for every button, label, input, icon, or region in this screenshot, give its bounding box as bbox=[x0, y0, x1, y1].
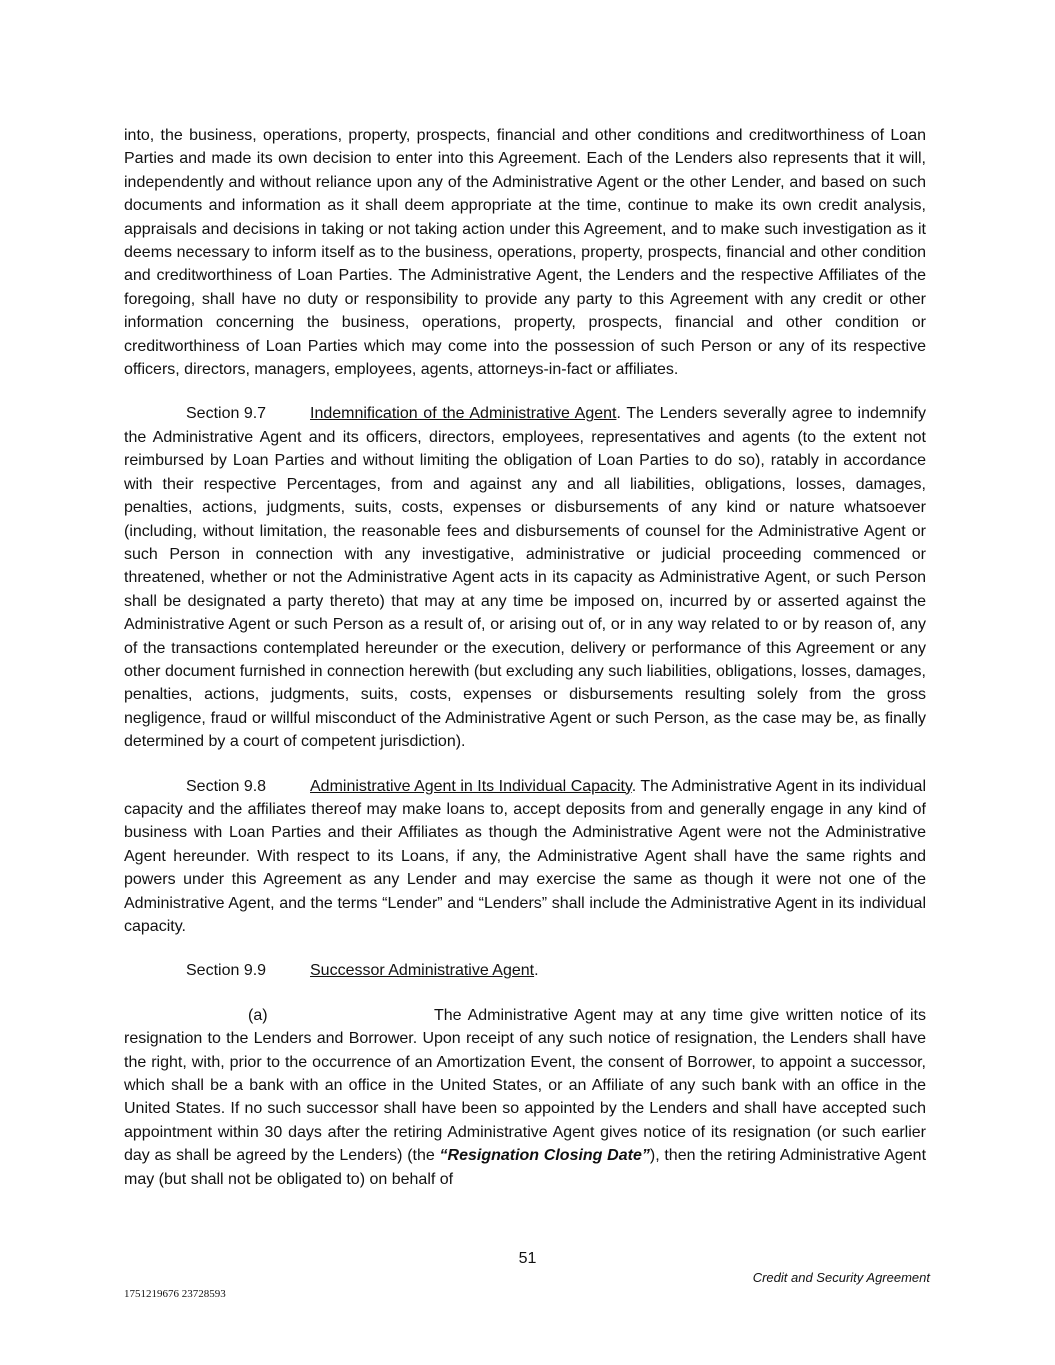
defined-term: “Resignation Closing Date” bbox=[439, 1147, 650, 1165]
section-title: Successor Administrative Agent bbox=[310, 962, 535, 980]
section-title-period: . bbox=[616, 405, 621, 423]
body-text bbox=[124, 124, 926, 1191]
section-title-period: . bbox=[631, 777, 637, 795]
footer-document-title: Credit and Security Agreement bbox=[752, 1270, 930, 1285]
subsection-body-start: The Administrative Agent may at any time give written notice of its resignation to the Lenders and Borrower. Upon receipt of any such notice of resignation, the Lenders shall have the right, with, prior to the occurrence of an Amortization Event, the consent of Borrower, to appoint a successor, which shall be a bank with an office in the United States, or an Affiliate of any such bank with an office in the United States. If no such successor shall have been so appointed by the Lenders and shall have accepted such appointment within 30 days after the retiring Administrative Agent gives notice of its resignation (or such earlier day as shall be agreed by the Lenders) (the bbox=[124, 1006, 926, 1165]
subsection-label: (a) bbox=[248, 1006, 268, 1024]
section-9-9-heading bbox=[124, 959, 926, 982]
page-number: 51 bbox=[518, 1250, 537, 1267]
section-number: Section 9.8 bbox=[186, 777, 267, 795]
continuation-paragraph: into, the business, operations, property, prospects, financial and other conditions and creditworthiness of Loan Parties and made its own decision to enter into this Agreement. Each of the Lenders also represents that it will, independently and without reliance upon any of the Administrative Agent or the other Lender, and based on such documents and information as it shall deem appropriate at the time, continue to make its own credit analysis, appraisals and decisions in taking or not taking action under this Agreement, and to make such investigation as it deems necessary to inform itself as to the business, operations, property, prospects, financial and other condition and creditworthiness of Loan Parties. The Administrative Agent, the Lenders and the respective Affiliates of the foregoing, shall have no duty or responsibility to provide any party to this Agreement with any credit or other information concerning the business, operations, property, prospects, financial and other condition or creditworthiness of Loan Parties which may come into the possession of such Person or any of its respective officers, directors, managers, employees, agents, attorneys-in-fact or affiliates. bbox=[124, 127, 926, 379]
section-title: Administrative Agent in Its Individual Capacity bbox=[310, 777, 632, 795]
footer-document-id: 1751219676 23728593 bbox=[124, 1288, 226, 1300]
subsection-body-end: ), then the retiring Administrative Agent may (but shall not be obligated to) on behalf of bbox=[124, 1147, 927, 1188]
section-body: The Lenders severally agree to indemnify the Administrative Agent and its officers, directors, employees, representatives and agents (to the extent not reimbursed by Loan Parties and without limiting the obligation of Loan Parties to do so), ratably in accordance with their respective Percentages, from and against any and all liabilities, obligations, losses, damages, penalties, actions, judgments, suits, costs, expenses or disbursements of any kind or nature whatsoever (including, without limitation, the reasonable fees and disbursements of counsel for the Administrative Agent or such Person in connection with any investigative, administrative or judicial proceeding commenced or threatened, whether or not the Administrative Agent acts in its capacity as Administrative Agent, or such Person shall be designated a party thereto) that may at any time be imposed on, incurred by or asserted against the Administrative Agent or such Person as a result of, or arising out of, or in any way related to or by reason of, any of the transactions contemplated hereunder or the execution, delivery or performance of this Agreement or any other document furnished in connection herewith (but excluding any such liabilities, obligations, losses, damages, penalties, actions, judgments, suits, costs, expenses or disbursements resulting solely from the gross negligence, fraud or willful misconduct of the Administrative Agent or such Person, as the case may be, as finally determined by a court of competent jurisdiction). bbox=[124, 405, 926, 751]
section-number: Section 9.7 bbox=[186, 405, 267, 423]
section-body: The Administrative Agent in its individual capacity and the affiliates thereof may make loans to, accept deposits from and generally engage in any kind of business with Loan Parties and their Affiliates as though the Administrative Agent were not the Administrative Agent hereunder. With respect to its Loans, if any, the Administrative Agent shall have the same rights and powers under this Agreement as any Lender and may exercise the same as though it were not one of the Administrative Agent, and the terms “Lender” and “Lenders” shall include the Administrative Agent in its individual capacity. bbox=[124, 777, 927, 935]
section-title: Indemnification of the Administrative Agent bbox=[310, 405, 617, 423]
section-9-8-paragraph bbox=[124, 775, 926, 939]
section-9-7-paragraph bbox=[124, 402, 926, 753]
section-number: Section 9.9 bbox=[186, 962, 267, 980]
section-title-period: . bbox=[534, 962, 539, 980]
subsection-a-paragraph bbox=[124, 1004, 926, 1191]
